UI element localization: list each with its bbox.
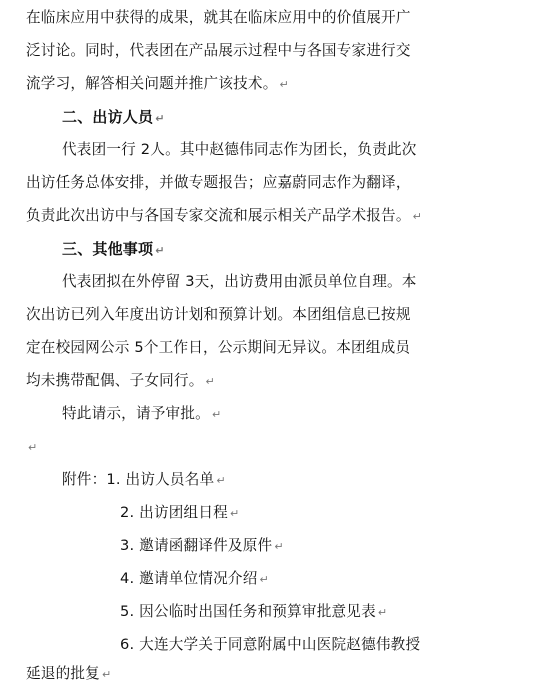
attachment-line [26, 662, 111, 686]
attachment-line [120, 567, 269, 591]
body-line [26, 336, 546, 360]
line-text: 3. 邀请函翻译件及原件 [120, 537, 273, 554]
paragraph-mark-icon: ↵ [259, 573, 269, 586]
paragraph-mark-icon: ↵ [279, 78, 289, 91]
line-text: 负责此次出访中与各国专家交流和展示相关产品学术报告。 [26, 207, 411, 224]
body-line [26, 39, 546, 63]
line-text: 代表团一行 2人。其中赵德伟同志作为团长，负责此次 [62, 141, 417, 158]
line-text: 延退的批复 [26, 665, 100, 682]
line-text: 5. 因公临时出国任务和预算审批意见表 [120, 603, 376, 620]
body-line [26, 6, 546, 30]
line-text: 次出访已列入年度出访计划和预算计划。本团组信息已按规 [26, 306, 411, 323]
paragraph-mark-icon: ↵ [205, 375, 215, 388]
line-text: 2. 出访团组日程 [120, 504, 228, 521]
line-text: 在临床应用中获得的成果，就其在临床应用中的价值展开广 [26, 9, 411, 26]
paragraph-mark-icon: ↵ [274, 540, 284, 553]
closing-line [62, 402, 221, 426]
attachment-line [62, 468, 226, 492]
section-heading [62, 105, 165, 129]
paragraph-mark-icon: ↵ [211, 408, 222, 421]
paragraph-mark-icon: ↵ [101, 668, 112, 681]
paragraph-mark-icon: ↵ [229, 507, 240, 520]
body-line [26, 204, 422, 228]
paragraph-mark-icon: ↵ [155, 112, 165, 125]
body-line [26, 171, 546, 195]
attachment-line [120, 600, 387, 624]
body-line [62, 270, 417, 294]
line-text: 代表团拟在外停留 3天，出访费用由派员单位自理。本 [62, 273, 417, 290]
line-text: 泛讨论。同时，代表团在产品展示过程中与各国专家进行交 [26, 42, 411, 59]
body-line [26, 72, 289, 96]
body-line [26, 303, 546, 327]
attachment-line [120, 534, 284, 558]
line-text: 出访任务总体安排，并做专题报告；应嘉蔚同志作为翻译， [26, 174, 411, 191]
heading-text: 二、出访人员 [62, 108, 154, 126]
paragraph-mark-icon: ↵ [412, 210, 423, 223]
line-text: 附件：1. 出访人员名单 [62, 471, 215, 488]
paragraph-mark-icon: ↵ [28, 441, 38, 454]
attachment-line [120, 501, 239, 525]
body-line [26, 369, 215, 393]
paragraph-mark-icon: ↵ [155, 244, 165, 257]
body-line [62, 138, 417, 162]
line-text: 定在校园网公示 5个工作日，公示期间无异议。本团组成员 [26, 339, 411, 356]
line-text: 6. 大连大学关于同意附属中山医院赵德伟教授 [120, 636, 421, 653]
paragraph-mark-icon: ↵ [377, 606, 388, 619]
line-text: 均未携带配偶、子女同行。 [26, 372, 204, 389]
paragraph-mark-icon: ↵ [216, 474, 226, 487]
section-heading [62, 237, 165, 261]
line-text: 特此请示，请予审批。 [62, 405, 210, 422]
line-text: 流学习，解答相关问题并推广该技术。 [26, 75, 278, 92]
heading-text: 三、其他事项 [62, 240, 154, 258]
attachment-line [120, 633, 420, 657]
empty-line [26, 435, 37, 459]
line-text: 4. 邀请单位情况介绍 [120, 570, 258, 587]
